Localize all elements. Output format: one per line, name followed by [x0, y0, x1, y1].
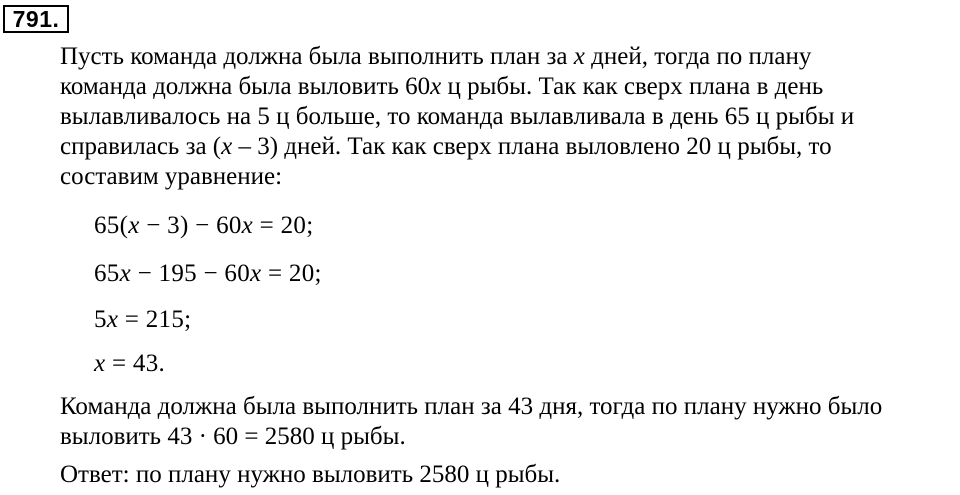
problem-number: 791.: [3, 5, 69, 33]
conclusion-line-1: Команда должна была выполнить план за 43 дня, тогда по плану нужно было: [60, 393, 883, 420]
problem-statement: [60, 42, 940, 192]
equation-4: x = 43.: [94, 350, 166, 377]
equation-3: 5x = 215;: [94, 306, 192, 333]
statement-line-2: команда должна была выловить 60x ц рыбы. Так как сверх плана в день: [60, 73, 824, 100]
conclusion: [60, 392, 940, 452]
statement-line-5: составим уравнение:: [60, 163, 283, 190]
statement-line-4: справилась за (x – 3) дней. Так как сверх плана выловлено 20 ц рыбы, то: [60, 133, 832, 160]
conclusion-line-2: выловить 43 · 60 = 2580 ц рыбы.: [60, 423, 406, 450]
answer: [60, 460, 940, 490]
statement-line-1: Пусть команда должна была выполнить план за x дней, тогда по плану: [60, 43, 812, 70]
statement-line-3: вылавливалось на 5 ц больше, то команда вылавливала в день 65 ц рыбы и: [60, 103, 855, 130]
answer-line: Ответ: по плану нужно выловить 2580 ц рыбы.: [60, 461, 561, 488]
equation-2: 65x − 195 − 60x = 20;: [94, 260, 322, 287]
equation-1: 65(x − 3) − 60x = 20;: [94, 212, 314, 239]
